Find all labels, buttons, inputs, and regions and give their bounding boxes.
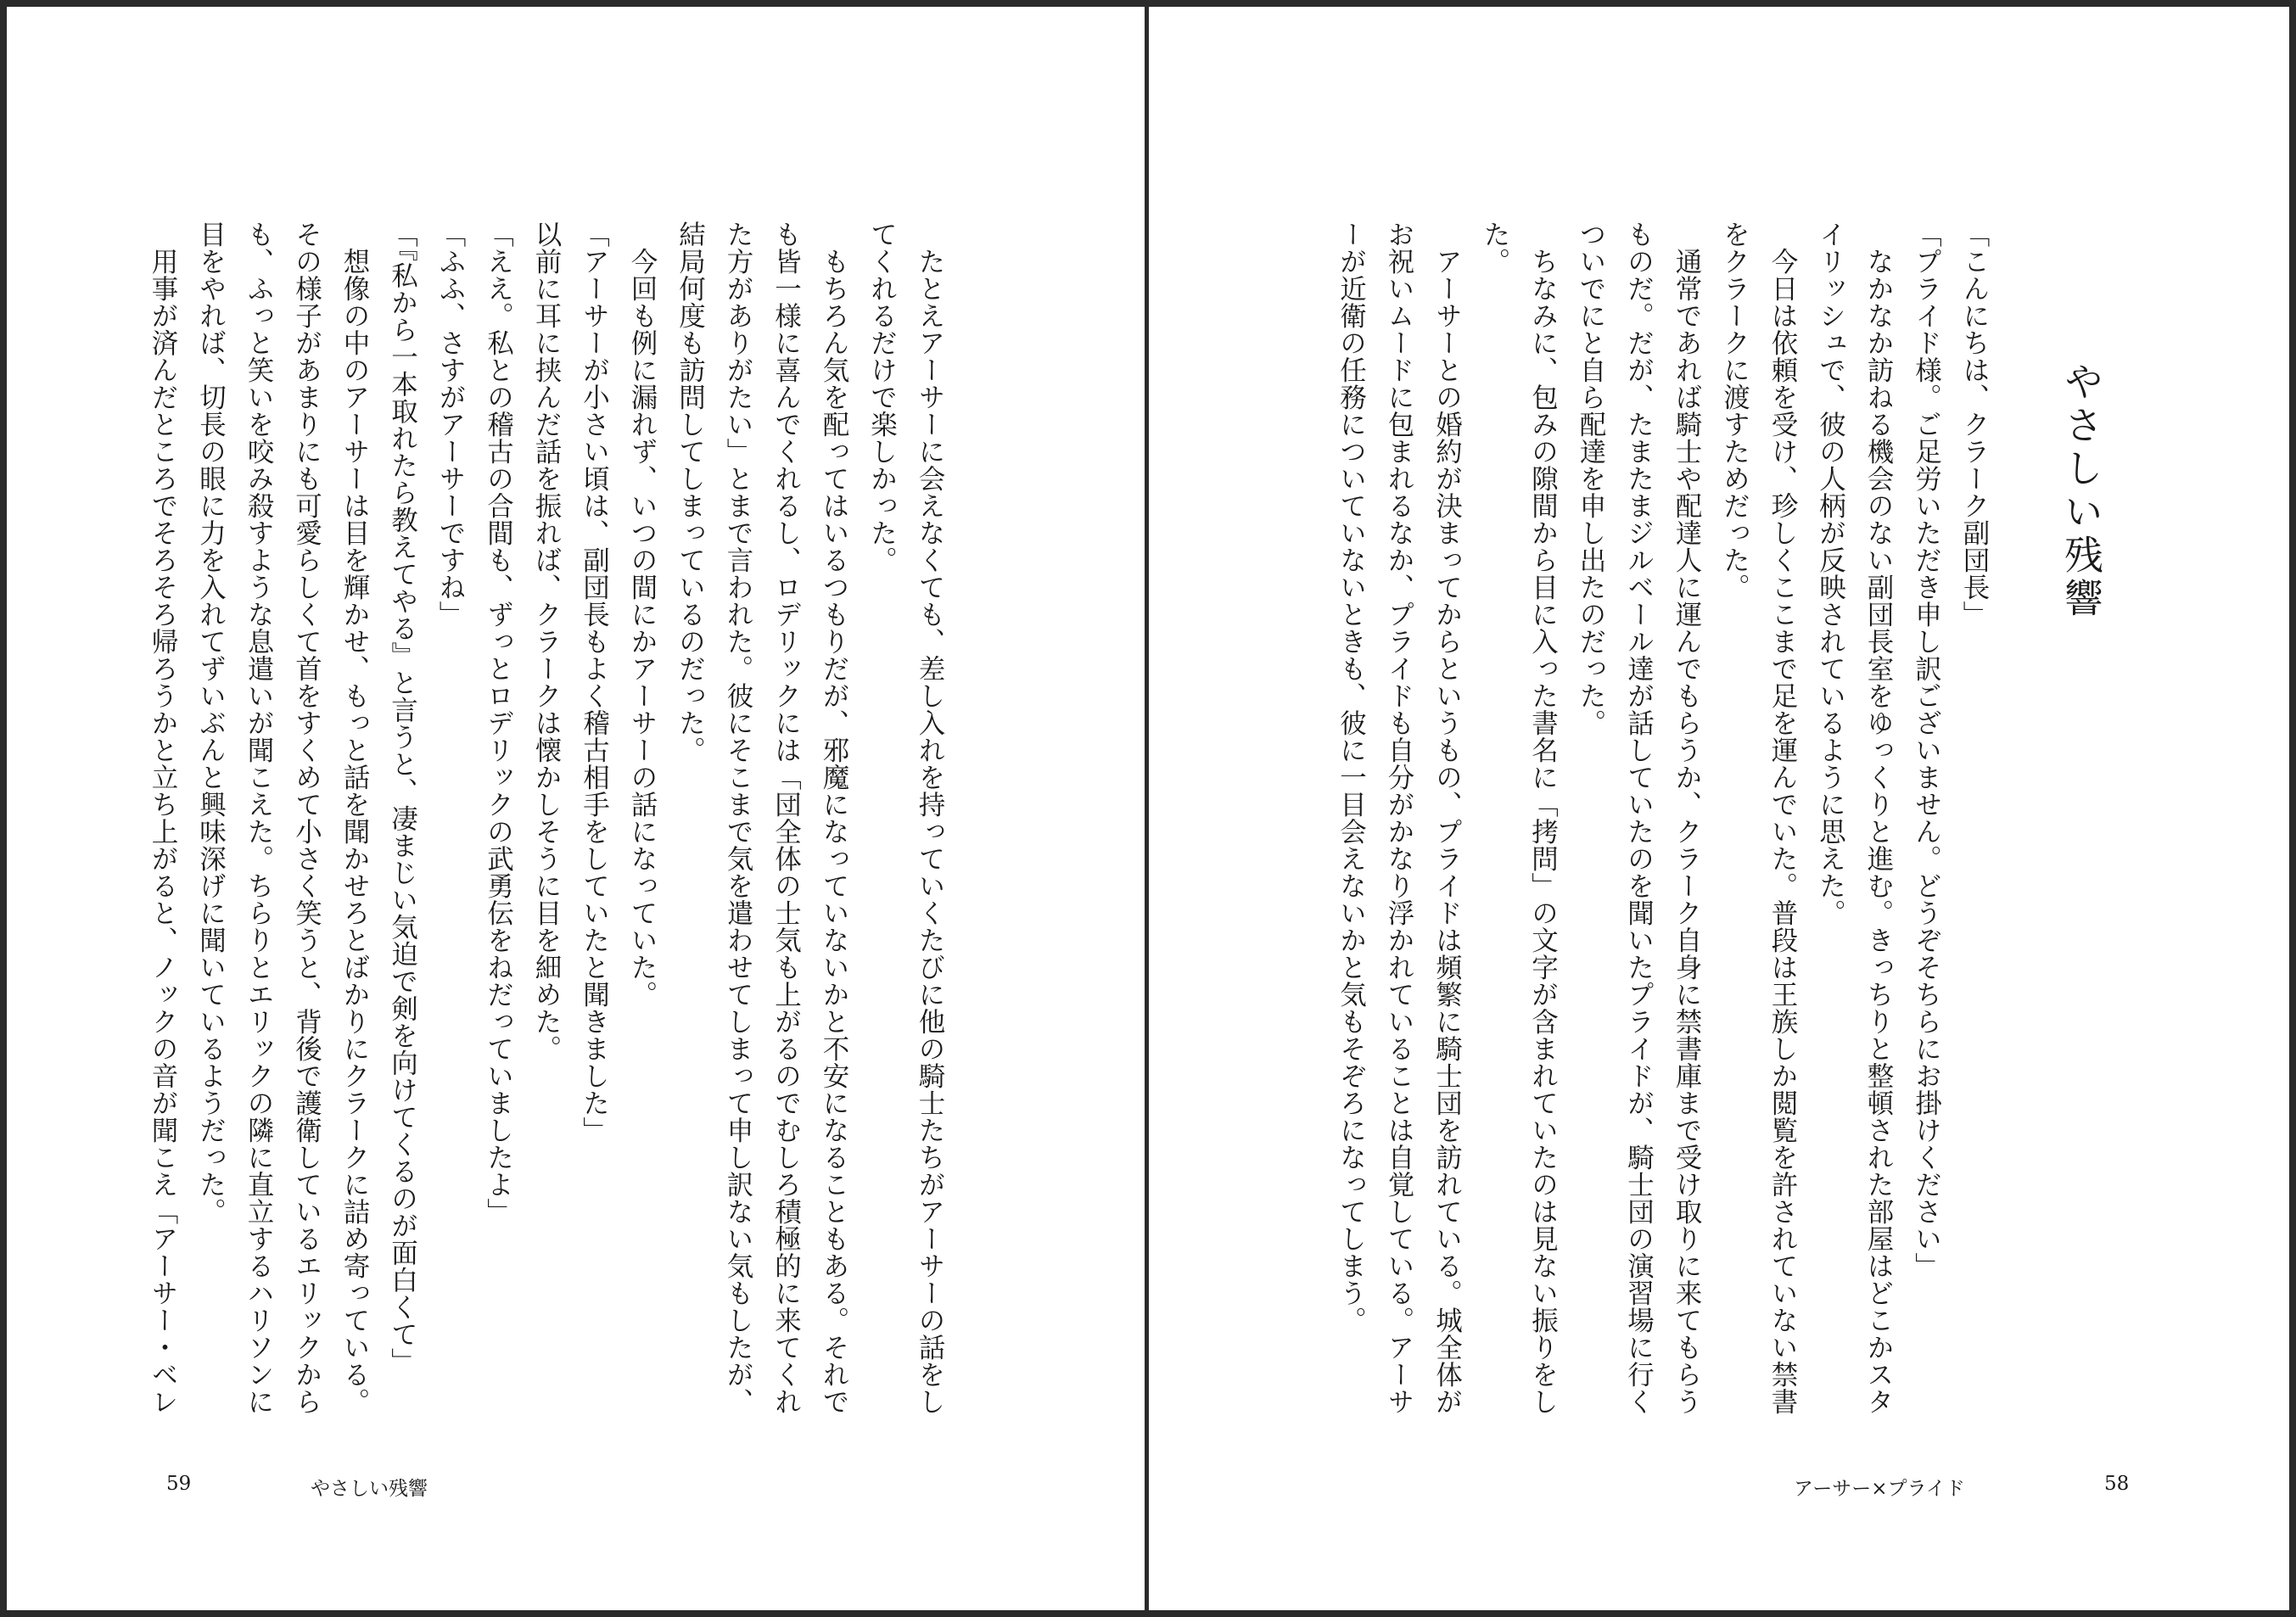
page-number-left: 59: [166, 1473, 192, 1495]
right-page: [1149, 7, 2289, 1610]
running-head-left: やさしい残響: [311, 1478, 428, 1500]
left-page: [7, 7, 1145, 1610]
paragraph: なかなか訪ねる機会のない副団長室をゆっくりと進む。きっちりと整頓された部屋はどこかスタイリッシュで、彼の人柄が反映されているように思えた。: [1815, 221, 1894, 1415]
paragraph: 「『私から一本取れたら教えてやる』と言うと、凄まじい気迫で剣を向けてくるのが面白くて」: [387, 221, 418, 1375]
paragraph: もちろん気を配ってはいるつもりだが、邪魔になっていないかと不安になることもある。それでも皆一様に喜んでくれるし、ロデリックには「団全体の士気も上がるのでむしろ積極的に来てくれた方がありがたい」とまで言われた。彼にそこまで気を遣わせてしまって申し訳ない気もしたが、結局何度も訪問してしまっているのだった。: [675, 221, 849, 1415]
page-number-right: 58: [2104, 1473, 2130, 1495]
left-page-body: [139, 221, 955, 1425]
running-head-right: アーサー×プライド: [1794, 1478, 1965, 1500]
right-page-body: [1327, 221, 1998, 1425]
paragraph: 「プライド様。ご足労いただき申し訳ございません。どうぞそちらにお掛けください」: [1911, 221, 1942, 1279]
paragraph: 「ええ。私との稽古の合間も、ずっとロデリックの武勇伝をねだっていましたよ」: [483, 221, 514, 1225]
paragraph: ちなみに、包みの隙間から目に入った書名に「拷問」の文字が含まれていたのは見ない振りをした。: [1480, 221, 1559, 1415]
paragraph: 用事が済んだところでそろそろ帰ろうかと立ち上がると、ノックの音が聞こえ「アーサー・ベレ: [148, 247, 178, 1415]
paragraph: 想像の中のアーサーは目を輝かせ、もっと話を聞かせろとばかりにクラークに詰め寄っている。その様子があまりにも可愛らしくて首をすくめて小さく笑うと、背後で護衛しているエリックからも、ふっと笑いを咬み殺すような息遣いが聞こえた。ちらりとエリックの隣に直立するハリソンに目をやれば、切長の眼に力を入れてずいぶんと興味深げに聞いているようだった。: [195, 221, 370, 1415]
paragraph: たとえアーサーに会えなくても、差し入れを持っていくたびに他の騎士たちがアーサーの話をしてくれるだけで楽しかった。: [866, 221, 945, 1415]
paragraph: 「こんにちは、クラーク副団長」: [1959, 221, 1990, 628]
paragraph: アーサーとの婚約が決まってからというもの、プライドは頻繁に騎士団を訪れている。城全体がお祝いムードに包まれるなか、プライドも自分がかなり浮かれていることは自覚している。アーサーが近衛の任務についていないときも、彼に一目会えないかと気もそぞろになってしまう。: [1336, 221, 1463, 1415]
paragraph: 「アーサーが小さい頃は、副団長もよく稽古相手をしていたと聞きました」: [579, 221, 610, 1144]
paragraph: 通常であれば騎士や配達人に運んでもらうか、クラーク自身に禁書庫まで受け取りに来てもらうものだ。だが、たまたまジルベール達が話していたのを聞いたプライドが、騎士団の演習場に行くついでにと自ら配達を申し出たのだった。: [1576, 221, 1702, 1415]
chapter-title: やさしい残響: [2058, 361, 2104, 621]
paragraph: 今日は依頼を受け、珍しくここまで足を運んでいた。普段は王族しか閲覧を許されていない禁書をクラークに渡すためだった。: [1719, 221, 1798, 1415]
paragraph: 「ふふ、さすがアーサーですね」: [435, 221, 466, 628]
paragraph: 今回も例に漏れず、いつの間にかアーサーの話になっていた。: [627, 247, 658, 1008]
paragraph: 以前に耳に挟んだ話を振れば、クラークは懐かしそうに目を細めた。: [531, 221, 562, 1062]
